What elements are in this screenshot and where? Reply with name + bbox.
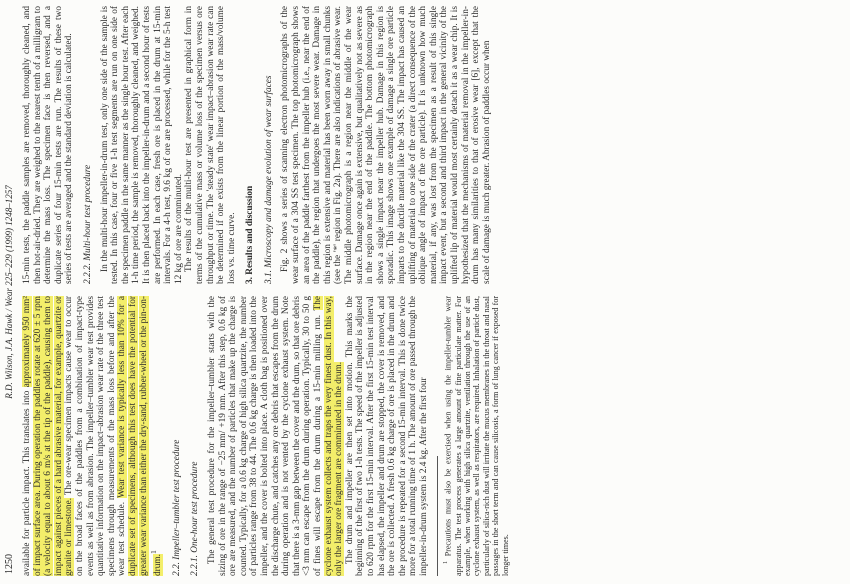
footnote-marker: 1: [149, 550, 159, 555]
subsection-heading: 2.2.1. One-hour test procedure: [190, 461, 201, 576]
highlighted-text: approximately 950 mm² of impact surface area. During operation the paddles rotate at 620 ± 5 rpm (a velocity equal to about 6 m/s at the tip of the paddle), causing them to impact against pieces of a hard abrasive material, for example, quartzite or granite or limestone.: [22, 296, 75, 576]
left-column: [22, 296, 510, 576]
paragraph: [207, 296, 345, 576]
text-span: The ore-wear specimen impacts cause wear to occur on the broad faces of the paddles from a combination of impact-type events as well as from abrasion. The impeller–tumbler wear test provides quantitative information on the impact–abrasion wear rate of the three test specimens through measurements of the mass loss before and after the wear test schedule.: [64, 296, 128, 576]
paragraph: The drum and impeller are then set into motion. This marks the beginning of the first of two 1-h tests. The speed of the impeller is adjusted to 620 rpm for the first 15-min interval. After the first 15-min test interval has elapsed, the impeller and drum are stopped, the cover is removed, and the ore is collected. A fresh 0.6 kg charge of ore is placed in the drum and the procedure is repeated for a second 15-min interval. This is done twice more for a total running time of 1 h. The amount of ore passed through the impeller-in-drum system is 2.4 kg. After the first four: [344, 296, 429, 576]
footnote-body: Precautions must also be exercised when using the impeller-tumbler wear apparatus. The test process generates a large amount of fine particulate matter. For example, when working with high silica quartzite, ventilation through the use of an cyclone exhaust system, as well as respirators, are required. Inhalation of particle dust, particularly of silica-rich dust will irritate the mucus membranes in the throat and nasal passages in the short term and can cause silicosis, a form of lung cancer if exposed for longer times.: [444, 295, 510, 576]
paragraph: Fig. 2 shows a series of scanning electron photomicrographs of the wear surface of a 304 SS test specimen. The top photomicrograph shows an area of the paddle farthest from the impeller hub (i.e., near the end of the paddle), the region that undergoes the most severe wear. Damage in this region is extensive and material has been worn away in small chunks (see the '*' region in Fig. 2a). There are also indications of abrasive wear. The middle photomicrograph is a region near the middle of the wear surface. Damage once again is extensive, but qualitatively not as severe as in the region near the end of the paddle. The bottom photomicrograph shows a single impact near the impeller hub. Damage in this region is sporadic. This image shows one example of damage a single ore particle imparts to the ductile material like the 304 SS. The impact has caused an uplifting of material to one side of the crater (a direct consequence of the oblique angle of impact of the ore particle). It is unknown how much material, if any, was lost from the specimen as a result of this single impact event, but a second and third impact in the general vicinity of the uplifted lip of material would most certainly detach it as a wear chip. It is hypothesized that the mechanisms of material removal in the impeller-in-drum has many similarities to that of erosive wear [6], except that the scale of damage is much greater. Abrasion of paddles occur when: [280, 6, 492, 284]
text-span: The general test procedure for the impeller–tumbler starts with the sizing of ore in the range of −25 mm/ +19 mm. After this step, 0.6 kg of ore are measured, and the number of particles that make up the charge is counted. Typically, for a 0.6 kg charge of high silica quartzite, the number of particles range from 38 to 44. The 0.6 kg charge is then loaded into the impeller, and the cover is bolted into place. A cloth bag is positioned over the discharge chute, and catches any ore debris that escapes from the drum during operation and is not vented by the cyclone exhaust system. Note that there is a 3-mm gap between the cover and the drum, so that ore debris <3 mm can escape from the drum during operation. Typically, 30 to 50 g of fines will escape from the drum during a 15-min milling run.: [207, 296, 323, 576]
paragraph: In the multi-hour impeller-in-drum test, only one side of the sample is tested. In this case, four or five 1-h test segments are run on one side of the specimen paddle in the same manner as the single hour test. After each 1-h time period, the sample is removed, thoroughly cleaned, and weighed. It is then placed back into the impeller-in-drum and a second hour of tests are performed. In each case, fresh ore is placed in the drum at 15-min intervals. For a 4-h test, 9.6 kg of ore are processed, while for the 5-h test 12 kg of ore are comminuted.: [99, 6, 184, 284]
section-heading: 3. Results and discussion: [245, 185, 256, 284]
paragraph: 15-min tests, the paddle samples are removed, thoroughly cleaned, and then hot-air-dried. They are weighed to the nearest tenth of a milligram to determine the mass loss. The specimen face is then reversed, and a duplicate series of four 15-min tests are run. The results of these two series of tests are averaged and the standard deviation is calculated.: [22, 6, 75, 284]
subsection-heading: 3.1. Microscopy and damage evolution of wear surfaces: [263, 75, 274, 284]
page-number: 1250: [4, 554, 15, 574]
paragraph: The results of the multi-hour test are presented in graphical form in terms of the cumulative mass or volume loss of the specimen versus ore throughput or time. The 'steady state' wear impact–abrasion wear rate can be determined if one exists from the linear portion of the mass/volume loss vs. time curve.: [184, 6, 237, 284]
footnote: [442, 296, 510, 576]
running-head: R.D. Wilson, J.A. Hawk / Wear 225–229 (1999) 1248–1257: [4, 185, 14, 399]
right-column: [22, 6, 492, 284]
highlighted-text: Wear test variance is typically less than 10% for a duplicate set of specimens, although this test does have the potential for greater wear variance than either the dry-sand, rubber-wheel or the pin-on-drum.: [117, 296, 164, 576]
highlighted-text: The cyclone exhaust system collects and traps the very finest dust. In this way, only the larger ore fragment are comminuted in the drum.: [312, 296, 345, 576]
paragraph: [22, 296, 164, 576]
subsection-heading: 2.2.2. Multi-hour test procedure: [82, 164, 93, 284]
text-span: available for particle impact. This translates into: [22, 387, 32, 576]
section-heading: 2.2. Impeller–tumbler test procedure: [171, 439, 182, 576]
footnote-number: 1: [443, 561, 450, 564]
